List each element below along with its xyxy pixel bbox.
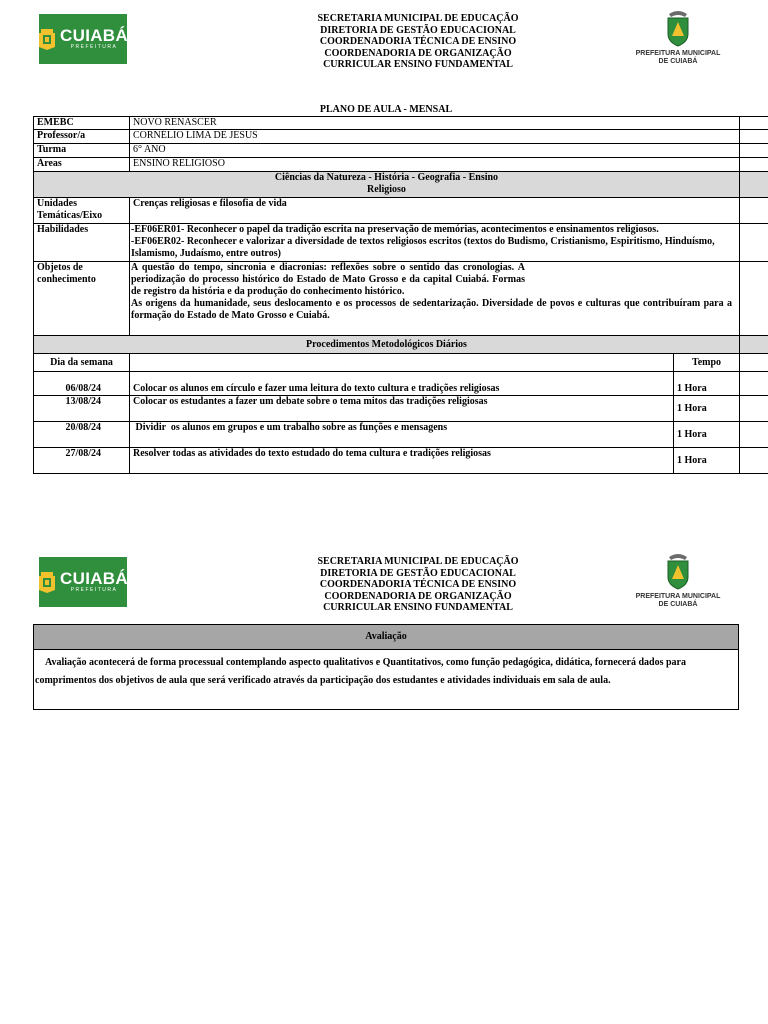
evaluation-text: Avaliação acontecerá de forma processual contemplando aspecto qualitativos e Quantitativos, como função pedagógica, didática, fornecerá dados para comprimentos dos objetivos de aula que será verificado através da participação dos estudantes e atividades individuais em sala de aula. xyxy=(35,657,686,686)
plan-title: PLANO DE AULA - MENSAL xyxy=(319,104,453,115)
row-tempo: 1 Hora xyxy=(674,422,740,448)
disciplines-line-1: Ciências da Natureza - História - Geografia - Ensino xyxy=(274,172,499,183)
prefeitura-line-2: DE CUIABÁ xyxy=(658,58,698,65)
logo-subtitle: PREFEITURA xyxy=(70,44,118,50)
procedimentos-title: Procedimentos Metodológicos Diários xyxy=(34,336,740,354)
row-date: 06/08/24 xyxy=(34,372,130,396)
objetos-label: Objetos de conhecimento xyxy=(34,262,130,336)
table-row xyxy=(34,130,768,144)
table-row xyxy=(34,354,768,372)
logo-word: CUIABÁ xyxy=(60,569,128,588)
row-tempo: 1 Hora xyxy=(674,448,740,474)
row-date: 27/08/24 xyxy=(34,448,130,474)
professor-value: CORNÉLIO LIMA DE JESUS xyxy=(130,130,740,144)
objetos-paragraph-2: As origens da humanidade, seus deslocamento e os processos de sedentarização. Diversidade de povos e culturas que contribuíram para a formação do Estado de Mato Grosso e Cuiabá. xyxy=(131,298,732,321)
unidades-value: Crenças religiosas e filosofia de vida xyxy=(130,198,740,224)
objetos-value xyxy=(130,262,740,336)
habilidades-label: Habilidades xyxy=(34,224,130,262)
row-date: 20/08/24 xyxy=(34,422,130,448)
city-emblem-icon xyxy=(38,570,56,594)
prefeitura-logo xyxy=(630,8,726,68)
table-row xyxy=(34,448,768,474)
turma-value: 6° ANO xyxy=(130,144,740,158)
header-line-1: SECRETARIA MUNICIPAL DE EDUCAÇÃO xyxy=(317,556,519,567)
disciplines-line-2: Religioso xyxy=(367,184,406,195)
header-line-3: COORDENADORIA TÉCNICA DE ENSINO xyxy=(319,36,517,47)
header-line-4: COORDENADORIA DE ORGANIZAÇÃO xyxy=(324,47,512,59)
cuiaba-logo xyxy=(39,14,127,64)
habilidades-value xyxy=(130,224,740,262)
habilidade-ef06er01: -EF06ER01- Reconhecer o papel da tradição escrita na preservação de memórias, acontecimentos e ensinamentos religiosos. xyxy=(131,224,659,235)
table-row xyxy=(34,372,768,396)
prefeitura-line-1: PREFEITURA MUNICIPAL xyxy=(635,50,721,57)
header-line-3: COORDENADORIA TÉCNICA DE ENSINO xyxy=(319,579,517,590)
table-row xyxy=(34,224,768,262)
row-tempo: 1 Hora xyxy=(674,396,740,422)
row-description: Resolver todas as atividades do texto estudado do tema cultura e tradições religiosas xyxy=(130,448,674,474)
unidades-label: Unidades Temáticas/Eixo xyxy=(34,198,130,224)
turma-label: Turma xyxy=(34,144,130,158)
table-row xyxy=(34,117,768,130)
coat-of-arms-icon xyxy=(663,8,693,48)
cuiaba-logo-page2 xyxy=(39,557,127,607)
row-date: 13/08/24 xyxy=(34,396,130,422)
header-line-4: COORDENADORIA DE ORGANIZAÇÃO xyxy=(324,590,512,602)
row-description: Colocar os alunos em círculo e fazer uma leitura do texto cultura e tradições religiosas xyxy=(130,372,674,396)
logo-word: CUIABÁ xyxy=(60,26,128,45)
table-row xyxy=(34,158,768,172)
header-line-5: CURRICULAR ENSINO FUNDAMENTAL xyxy=(323,602,513,613)
professor-label: Professor/a xyxy=(34,130,130,144)
emebc-value: NOVO RENASCER xyxy=(130,117,740,130)
areas-value: ENSINO RELIGIOSO xyxy=(130,158,740,172)
table-row xyxy=(34,144,768,158)
table-row xyxy=(34,198,768,224)
table-row xyxy=(34,262,768,336)
tempo-header: Tempo xyxy=(674,354,740,372)
table-row xyxy=(34,336,768,354)
table-row xyxy=(34,396,768,422)
row-description: Dividir os alunos em grupos e um trabalho sobre as funções e mensagens xyxy=(130,422,674,448)
table-row xyxy=(34,422,768,448)
disciplines-band xyxy=(34,172,740,198)
header-line-2: DIRETORIA DE GESTÃO EDUCACIONAL xyxy=(320,24,516,36)
institution-header-page2 xyxy=(268,556,568,614)
evaluation-box xyxy=(33,624,739,710)
emebc-label: EMEBC xyxy=(34,117,130,130)
institution-header xyxy=(268,13,568,71)
row-description: Colocar os estudantes a fazer um debate sobre o tema mitos das tradições religiosas xyxy=(130,396,674,422)
header-line-1: SECRETARIA MUNICIPAL DE EDUCAÇÃO xyxy=(317,13,519,24)
objetos-paragraph-1: A questão do tempo, sincronia e diacronias: reflexões sobre o sentido das cronologias. A periodização do processo histórico do Estado de Mato Grosso e da capital Cuiabá. Formas de registro da história e da produção do conhecimento histórico. xyxy=(131,262,525,297)
row-tempo: 1 Hora xyxy=(674,372,740,396)
areas-label: Áreas xyxy=(34,158,130,172)
header-line-2: DIRETORIA DE GESTÃO EDUCACIONAL xyxy=(320,567,516,579)
habilidade-ef06er02: -EF06ER02- Reconhecer e valorizar a diversidade de textos religiosos escritos (textos do Budismo, Cristianismo, Espiritismo, Hinduísmo, Islamismo, Judaísmo, entre outros) xyxy=(131,236,715,259)
prefeitura-line-2: DE CUIABÁ xyxy=(658,601,698,608)
lesson-plan-table xyxy=(33,116,768,474)
city-emblem-icon xyxy=(38,27,56,51)
logo-subtitle: PREFEITURA xyxy=(70,587,118,593)
evaluation-title: Avaliação xyxy=(34,625,738,650)
coat-of-arms-icon xyxy=(663,551,693,591)
prefeitura-logo-page2 xyxy=(630,551,726,611)
table-row xyxy=(34,172,768,198)
prefeitura-line-1: PREFEITURA MUNICIPAL xyxy=(635,593,721,600)
dia-header: Dia da semana xyxy=(34,354,130,372)
header-line-5: CURRICULAR ENSINO FUNDAMENTAL xyxy=(323,59,513,70)
